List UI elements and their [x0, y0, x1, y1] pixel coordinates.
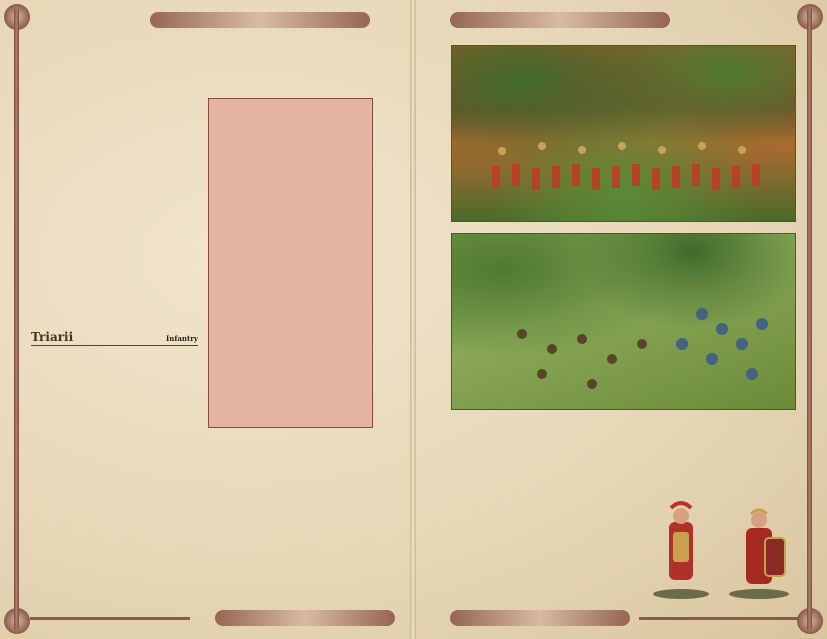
- header-flourish: [450, 12, 670, 28]
- footer-flourish: [450, 610, 630, 626]
- army-photo-legion: [451, 45, 796, 222]
- footer-rule: [639, 617, 799, 620]
- miniatures-battle: [452, 234, 795, 409]
- special-rules-box: [208, 98, 373, 428]
- right-page: [414, 0, 827, 639]
- page-border: [14, 8, 19, 630]
- footer-rule: [30, 617, 190, 620]
- army-photo-battle: [451, 233, 796, 410]
- unit-name: Triarii: [31, 330, 74, 344]
- unit-type: Infantry: [166, 334, 198, 343]
- footer-flourish: [215, 610, 395, 626]
- miniature-figures: [641, 498, 801, 600]
- unit-block: [31, 330, 198, 346]
- left-page: [0, 0, 413, 639]
- page-border: [807, 8, 812, 630]
- unit-header: [31, 330, 198, 346]
- header-flourish: [150, 12, 370, 28]
- miniatures-formation: [452, 46, 795, 221]
- hero-miniatures: [641, 498, 801, 600]
